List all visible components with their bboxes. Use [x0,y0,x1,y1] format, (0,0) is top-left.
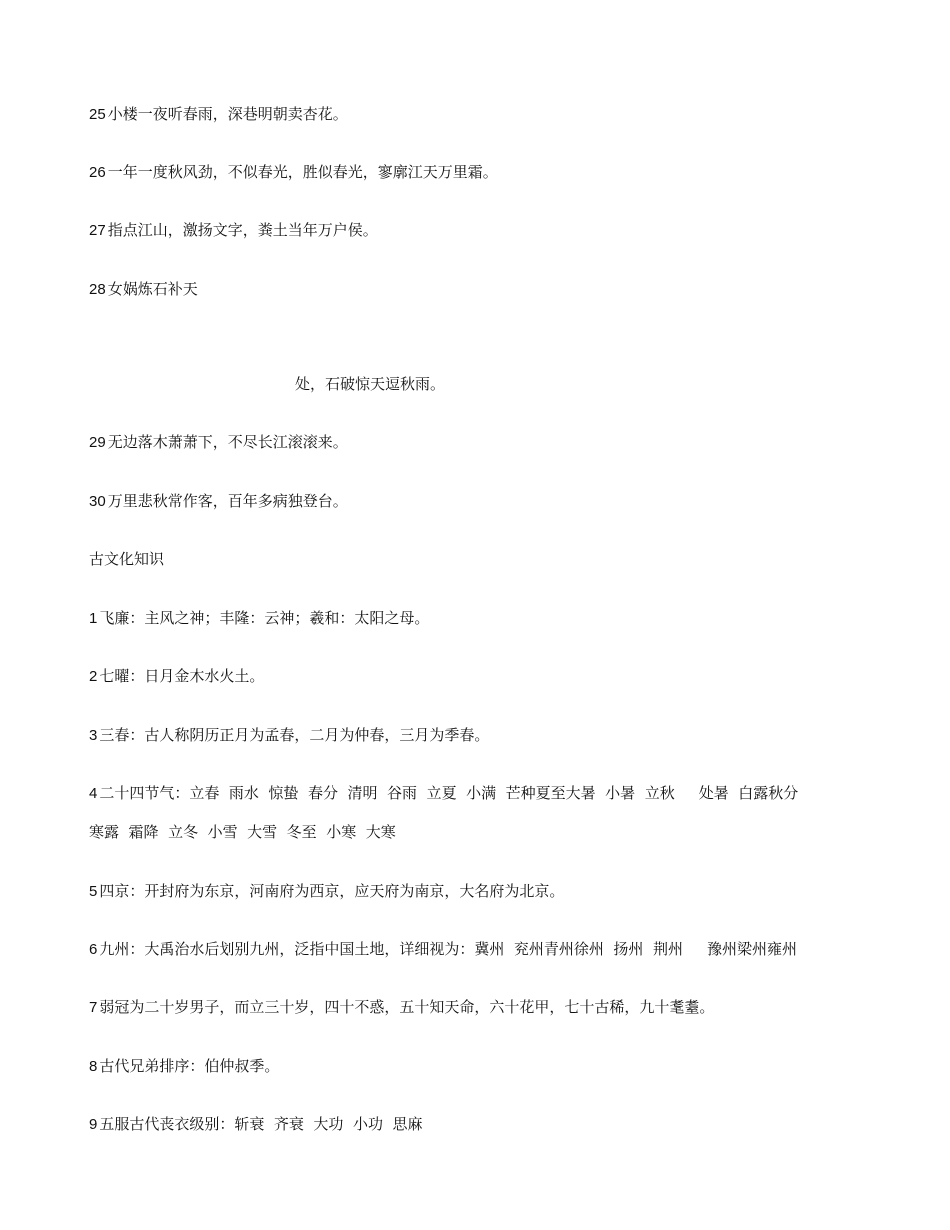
line-text: 女娲炼石补天 [107,280,198,298]
item-number: 6 [89,941,98,958]
item-text: 九州：大禹治水后划别九州，泛指中国土地，详细视为：冀州 兖州青州徐州 扬州 荆州 [99,940,683,958]
line-number: 30 [89,493,106,510]
line-number: 26 [89,164,106,181]
line-number: 29 [89,434,106,451]
item-text: 飞廉：主风之神；丰隆：云神；羲和：太阳之母。 [99,609,430,627]
line-text: 指点江山，激扬文字，粪土当年万户侯。 [107,221,378,239]
item-text: 二十四节气：立春 雨水 惊蛰 春分 清明 谷雨 立夏 小满 芒种夏至大暑 小暑 立秋 [99,784,675,802]
line-text: 万里悲秋常作客，百年多病独登台。 [107,492,348,510]
item-number: 7 [89,999,98,1016]
line-number: 27 [89,222,106,239]
knowledge-item-6 [89,939,797,960]
item-number: 4 [89,785,98,802]
knowledge-item-5 [89,881,564,902]
item-number: 9 [89,1116,98,1133]
knowledge-item-4-continuation [89,822,396,842]
knowledge-item-1 [89,608,429,629]
line-number: 25 [89,106,106,123]
item-text: 寒露 霜降 立冬 小雪 大雪 冬至 小寒 大寒 [89,823,396,841]
item-text-tail: 豫州梁州雍州 [706,940,797,958]
knowledge-item-8 [89,1056,279,1077]
knowledge-item-4 [89,783,798,804]
item-text: 古代兄弟排序：伯仲叔季。 [99,1057,280,1075]
section-title: 古文化知识 [89,550,165,568]
item-text: 七曜：日月金木水火土。 [99,667,265,685]
poem-line-28-continuation [295,374,445,394]
item-text: 弱冠为二十岁男子，而立三十岁，四十不惑，五十知天命，六十花甲，七十古稀，九十耄耋。 [99,998,715,1016]
poem-line-30 [89,491,348,512]
poem-line-25 [89,104,348,125]
knowledge-item-2 [89,666,264,687]
knowledge-item-3 [89,725,489,746]
line-text: 小楼一夜听春雨，深巷明朝卖杏花。 [107,105,348,123]
poem-line-29 [89,432,348,453]
line-text: 处，石破惊天逗秋雨。 [295,375,446,393]
line-number: 28 [89,281,106,298]
item-number: 8 [89,1058,98,1075]
item-number: 1 [89,610,98,627]
item-text: 四京：开封府为东京，河南府为西京，应天府为南京，大名府为北京。 [99,882,565,900]
knowledge-item-9 [89,1114,423,1135]
poem-line-26 [89,162,498,183]
item-number: 5 [89,883,98,900]
item-text: 三春：古人称阴历正月为孟春，二月为仲春，三月为季春。 [99,726,490,744]
item-text-tail: 处暑 白露秋分 [698,784,799,802]
item-number: 2 [89,668,98,685]
poem-line-27 [89,220,378,241]
knowledge-item-7 [89,997,714,1018]
line-text: 一年一度秋风劲，不似春光，胜似春光，寥廓江天万里霜。 [107,163,498,181]
item-number: 3 [89,727,98,744]
poem-line-28 [89,279,198,300]
line-text: 无边落木萧萧下，不尽长江滚滚来。 [107,433,348,451]
item-text: 五服古代丧衣级别：斩衰 齐衰 大功 小功 思麻 [99,1115,423,1133]
